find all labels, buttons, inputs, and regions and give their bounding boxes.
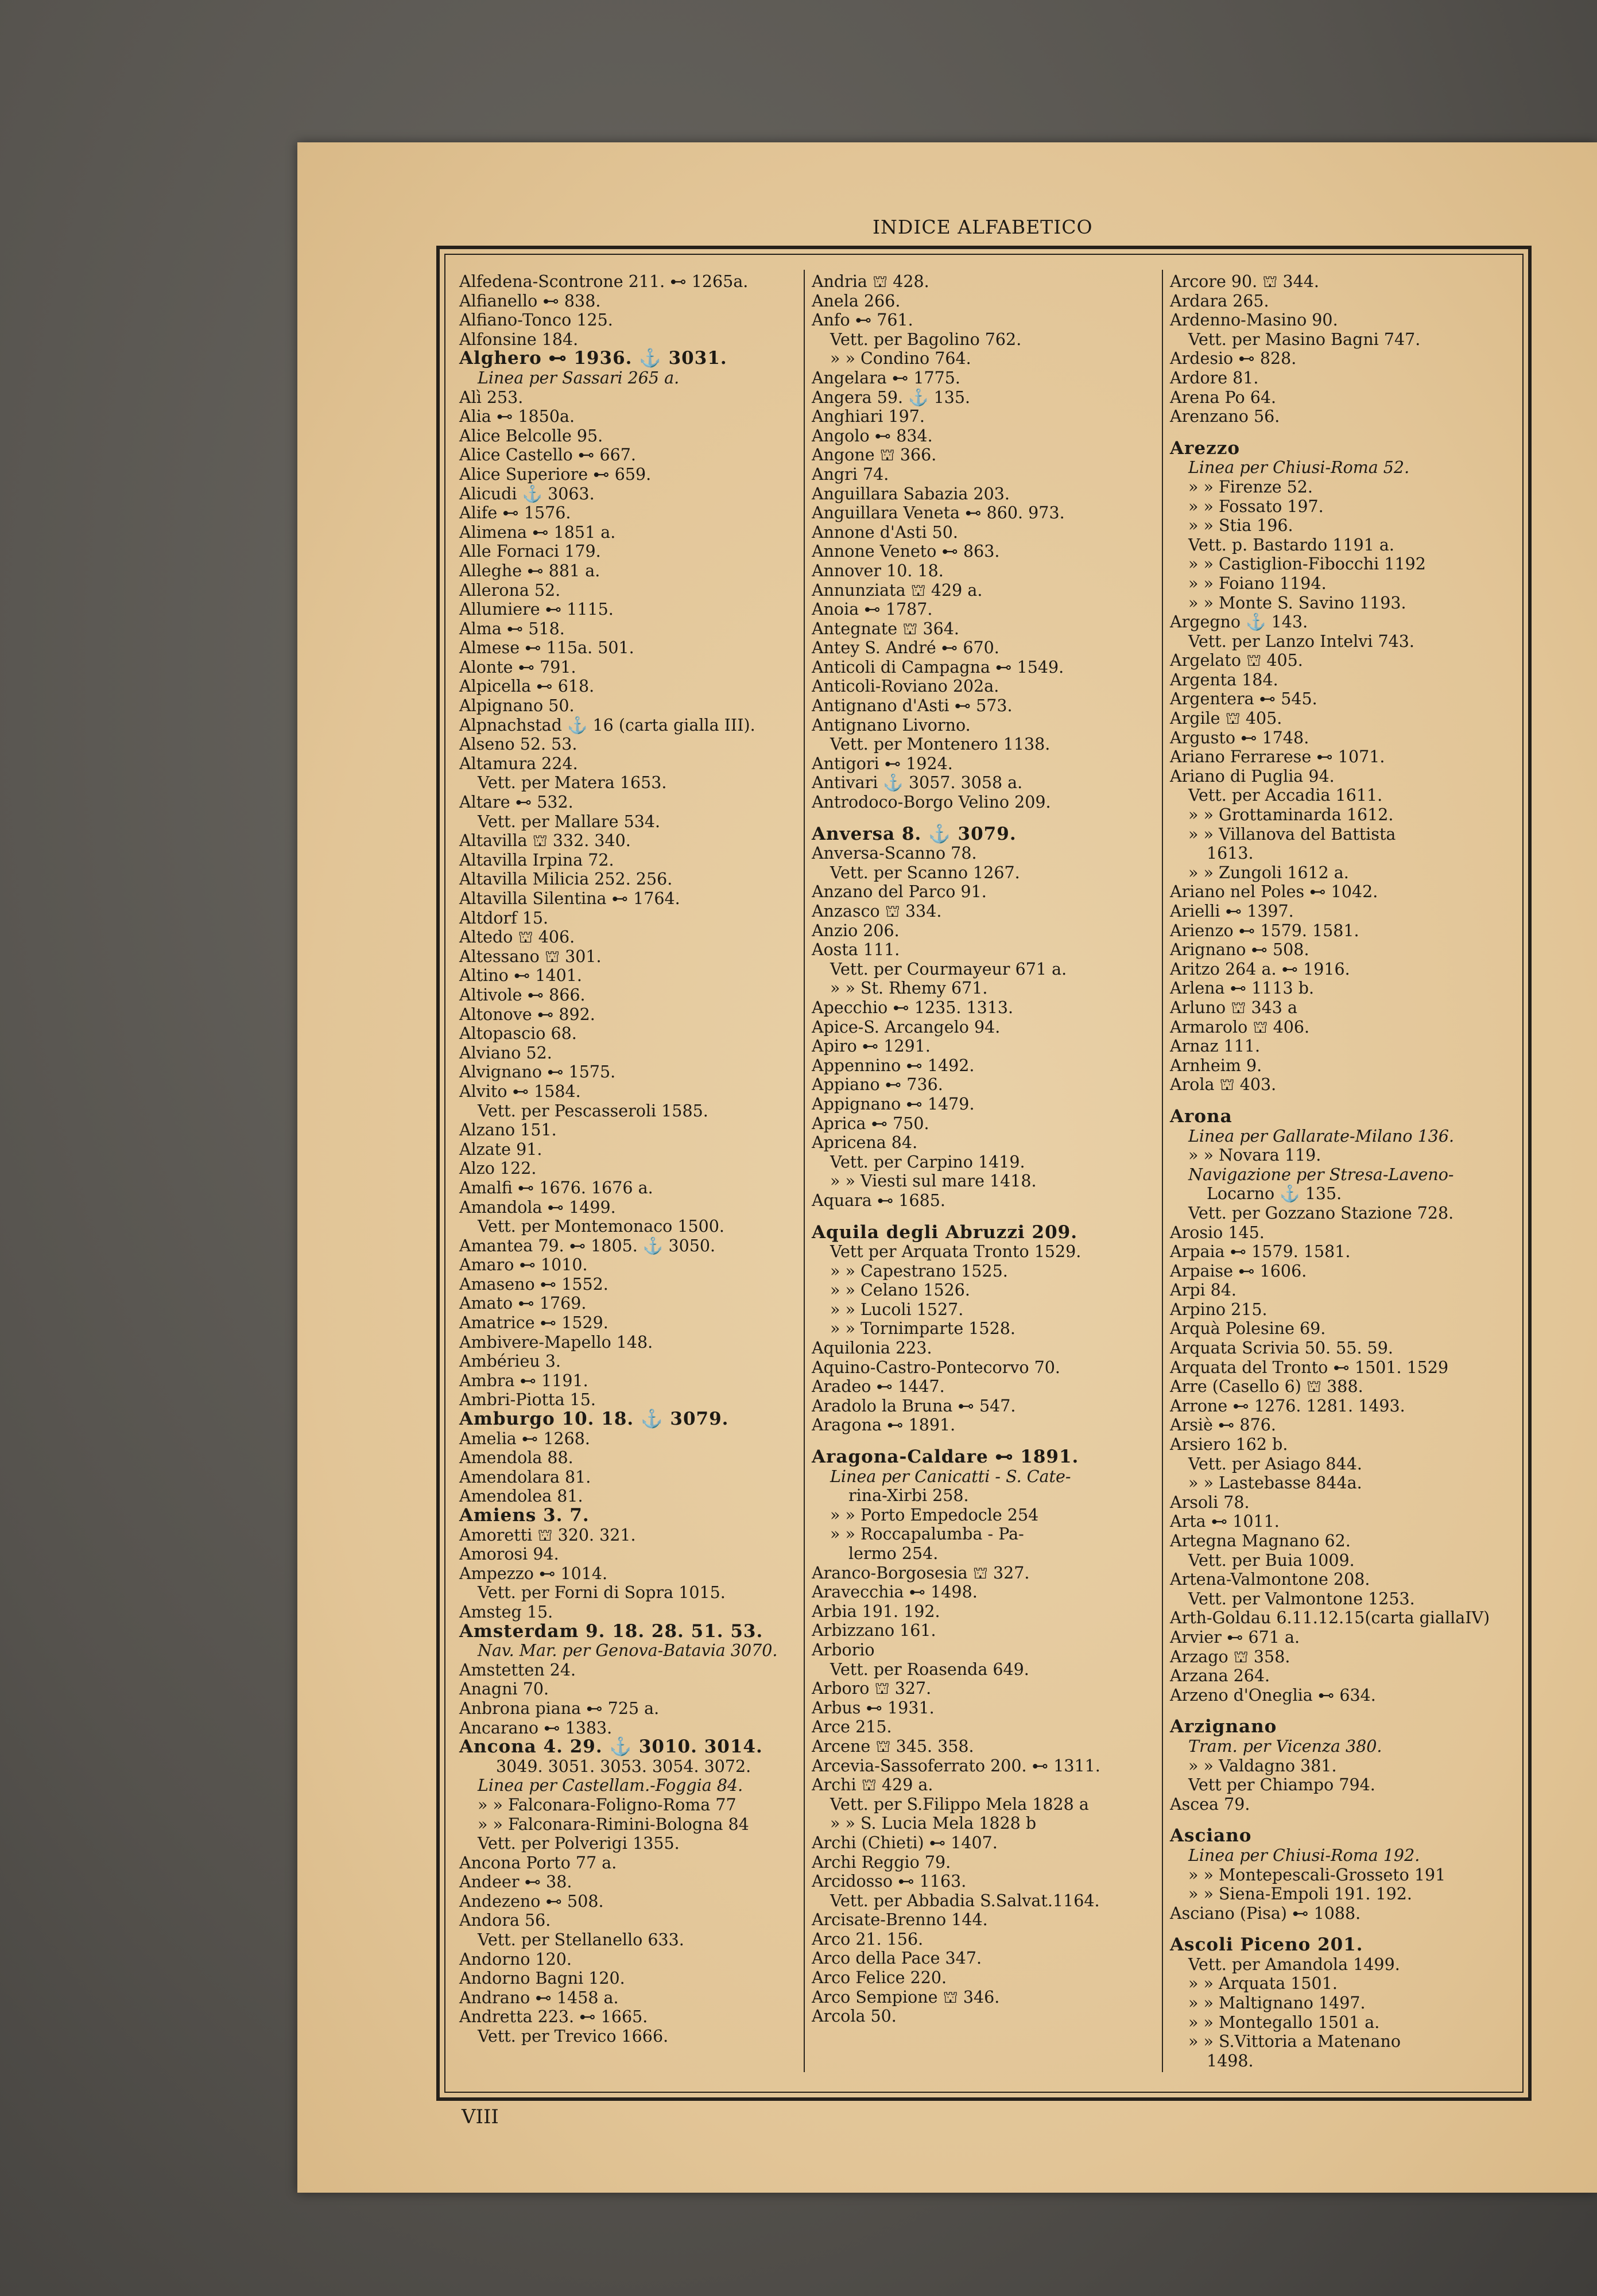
index-column-1 — [459, 272, 798, 2046]
index-entry: Apiro ⊷ 1291. — [812, 1037, 931, 1056]
index-entry: Alfedena-Scontrone 211. ⊷ 1265a. — [459, 272, 749, 291]
index-entry: » » Lucoli 1527. — [830, 1300, 964, 1319]
index-entry: Alicudi ⚓ 3063. — [459, 484, 595, 503]
index-entry: Aradeo ⊷ 1447. — [812, 1377, 945, 1397]
index-entry: Arola ⛫ 403. — [1170, 1075, 1277, 1095]
index-heading: Aquila degli Abruzzi 209. — [812, 1221, 1077, 1243]
index-entry: Arzago ⛫ 358. — [1170, 1647, 1290, 1666]
index-entry: Amandola ⊷ 1499. — [459, 1197, 616, 1217]
index-entry: Altdorf 15. — [459, 908, 549, 928]
index-entry: Altavilla Irpina 72. — [459, 850, 614, 870]
index-entry: Arco della Pace 347. — [812, 1949, 982, 1968]
index-entry: Amelia ⊷ 1268. — [459, 1429, 590, 1448]
index-entry: Argegno ⚓ 143. — [1170, 612, 1308, 632]
index-entry: Vett. per Roasenda 649. — [830, 1659, 1029, 1679]
index-entry: Anguillara Veneta ⊷ 860. 973. — [812, 503, 1065, 523]
index-entry: Apecchio ⊷ 1235. 1313. — [812, 998, 1014, 1017]
index-entry: Arquà Polesine 69. — [1170, 1319, 1326, 1339]
entry-gap — [812, 1211, 1156, 1223]
index-entry: Arpi 84. — [1170, 1281, 1236, 1300]
index-entry: Andria ⛫ 428. — [812, 272, 929, 291]
index-entry: Arsiero 162 b. — [1170, 1435, 1288, 1455]
index-entry: Locarno ⚓ 135. — [1207, 1184, 1342, 1204]
index-entry: Amato ⊷ 1769. — [459, 1294, 587, 1313]
index-entry: Vett. p. Bastardo 1191 a. — [1188, 535, 1394, 554]
index-entry: Altivole ⊷ 866. — [459, 985, 586, 1004]
index-entry: Vett. per Valmontone 1253. — [1188, 1589, 1415, 1608]
index-entry: Linea per Chiusi-Roma 192. — [1188, 1845, 1420, 1865]
index-entry: Linea per Canicatti - S. Cate- — [830, 1467, 1071, 1486]
index-entry: » » Porto Empedocle 254 — [830, 1505, 1039, 1525]
index-entry: » » Firenze 52. — [1188, 477, 1313, 497]
index-entry: Alviano 52. — [459, 1043, 552, 1062]
index-entry: rina-Xirbi 258. — [848, 1486, 969, 1506]
index-entry: Vett. per Abbadia S.Salvat.1164. — [830, 1891, 1100, 1910]
index-entry: Argenta 184. — [1170, 670, 1278, 689]
index-entry: Annunziata ⛫ 429 a. — [812, 580, 983, 600]
index-entry: » » Arquata 1501. — [1188, 1974, 1338, 1994]
index-entry: Angri 74. — [812, 464, 889, 484]
index-entry: » » Montepescali-Grosseto 191 — [1188, 1865, 1446, 1884]
index-entry: » » S. Lucia Mela 1828 b — [830, 1814, 1037, 1833]
index-entry: Archi Reggio 79. — [812, 1852, 951, 1872]
index-entry: Anzio 206. — [812, 921, 900, 940]
index-entry: Arpaise ⊷ 1606. — [1170, 1261, 1307, 1281]
index-entry: Vett per Chiampo 794. — [1188, 1775, 1375, 1795]
page-header: INDICE ALFABETICO — [873, 216, 1093, 238]
index-entry: Antignano Livorno. — [812, 715, 971, 735]
index-entry: Arzeno d'Oneglia ⊷ 634. — [1170, 1685, 1376, 1705]
index-entry: Nav. Mar. per Genova-Batavia 3070. — [478, 1641, 778, 1661]
index-heading: Amburgo 10. 18. ⚓ 3079. — [459, 1409, 729, 1430]
index-entry: Arenzano 56. — [1170, 407, 1280, 426]
index-entry: Arnheim 9. — [1170, 1056, 1262, 1075]
index-entry: » » Tornimparte 1528. — [830, 1319, 1015, 1339]
index-entry: Vett. per Amandola 1499. — [1188, 1954, 1400, 1974]
index-entry: Vett. per Masino Bagni 747. — [1188, 329, 1421, 349]
index-entry: Arce 215. — [812, 1717, 892, 1737]
index-entry: Altamura 224. — [459, 754, 578, 773]
index-entry: Andeer ⊷ 38. — [459, 1872, 572, 1892]
index-entry: Anticoli-Roviano 202a. — [812, 677, 999, 696]
index-entry: Arosio 145. — [1170, 1223, 1265, 1242]
index-entry: Arquata del Tronto ⊷ 1501. 1529 — [1170, 1358, 1449, 1377]
index-entry: Alife ⊷ 1576. — [459, 503, 571, 523]
index-entry: Vett. per Buia 1009. — [1188, 1550, 1355, 1570]
index-entry: Arco 21. 156. — [812, 1929, 924, 1949]
index-entry: Amsteg 15. — [459, 1602, 553, 1622]
index-entry: Ancarano ⊷ 1383. — [459, 1718, 613, 1737]
index-entry: Vett. per Scanno 1267. — [830, 863, 1020, 882]
index-entry: Aquino-Castro-Pontecorvo 70. — [812, 1358, 1060, 1377]
index-entry: Arcisate-Brenno 144. — [812, 1910, 988, 1930]
index-entry: Ascea 79. — [1170, 1794, 1250, 1814]
index-entry: Angone ⛫ 366. — [812, 445, 937, 465]
index-entry: Arpaia ⊷ 1579. 1581. — [1170, 1242, 1351, 1262]
entry-gap — [1170, 1814, 1514, 1826]
index-entry: Vett. per Carpino 1419. — [830, 1152, 1025, 1172]
index-entry: Alimena ⊷ 1851 a. — [459, 522, 616, 542]
index-heading: Anversa 8. ⚓ 3079. — [812, 823, 1017, 844]
index-entry: Arco Felice 220. — [812, 1968, 947, 1988]
index-entry: Archi (Chieti) ⊷ 1407. — [812, 1833, 998, 1852]
index-entry: Arbus ⊷ 1931. — [812, 1698, 935, 1717]
index-entry: Amendola 88. — [459, 1448, 573, 1468]
index-entry: Ambri-Piotta 15. — [459, 1390, 596, 1410]
index-entry: » » Grottaminarda 1612. — [1188, 805, 1394, 825]
index-entry: Vett. per Montemonaco 1500. — [478, 1217, 724, 1236]
index-entry: Andorno 120. — [459, 1949, 572, 1969]
index-entry: 3049. 3051. 3053. 3054. 3072. — [496, 1756, 751, 1776]
index-entry: Argelato ⛫ 405. — [1170, 651, 1303, 670]
index-entry: Apice-S. Arcangelo 94. — [812, 1017, 1001, 1037]
index-entry: Aradolo la Bruna ⊷ 547. — [812, 1396, 1016, 1415]
index-entry: Alpicella ⊷ 618. — [459, 677, 595, 696]
index-entry: » » Lastebasse 844a. — [1188, 1473, 1362, 1493]
index-entry: Arrone ⊷ 1276. 1281. 1493. — [1170, 1396, 1405, 1415]
index-entry: Aritzo 264 a. ⊷ 1916. — [1170, 959, 1350, 979]
index-entry: Anticoli di Campagna ⊷ 1549. — [812, 657, 1064, 677]
index-entry: Arcevia-Sassoferrato 200. ⊷ 1311. — [812, 1756, 1100, 1775]
index-entry: Andorno Bagni 120. — [459, 1969, 625, 1988]
index-entry: Archi ⛫ 429 a. — [812, 1775, 933, 1795]
index-entry: Vett. per Matera 1653. — [478, 773, 667, 793]
index-entry: Amendolara 81. — [459, 1467, 591, 1487]
index-entry: Amatrice ⊷ 1529. — [459, 1313, 608, 1333]
index-entry: » » Foiano 1194. — [1188, 573, 1327, 593]
index-entry: Vett. per S.Filippo Mela 1828 a — [830, 1794, 1089, 1814]
index-entry: Alma ⊷ 518. — [459, 619, 565, 638]
index-entry: Alleghe ⊷ 881 a. — [459, 561, 600, 580]
index-heading: Asciano — [1170, 1825, 1252, 1847]
index-entry: Angelara ⊷ 1775. — [812, 368, 960, 387]
index-entry: Arcore 90. ⛫ 344. — [1170, 272, 1319, 291]
index-entry: Alice Superiore ⊷ 659. — [459, 464, 652, 484]
index-entry: Amstetten 24. — [459, 1660, 576, 1680]
index-entry: Altedo ⛫ 406. — [459, 928, 575, 947]
index-entry: Argentera ⊷ 545. — [1170, 689, 1317, 709]
index-entry: Vett. per Lanzo Intelvi 743. — [1188, 631, 1414, 651]
index-entry: Alice Belcolle 95. — [459, 426, 603, 445]
index-entry: Arsoli 78. — [1170, 1492, 1250, 1512]
index-entry: » » Viesti sul mare 1418. — [830, 1172, 1037, 1191]
index-entry: Amaseno ⊷ 1552. — [459, 1274, 608, 1294]
index-entry: Vett. per Stellanello 633. — [478, 1930, 684, 1950]
index-entry: Anbrona piana ⊷ 725 a. — [459, 1698, 660, 1718]
index-heading: Arezzo — [1170, 437, 1240, 459]
index-entry: Ariano Ferrarese ⊷ 1071. — [1170, 747, 1385, 767]
index-entry: Ardenno-Masino 90. — [1170, 311, 1338, 330]
index-entry: Altino ⊷ 1401. — [459, 966, 582, 986]
index-entry: Allumiere ⊷ 1115. — [459, 600, 614, 619]
index-entry: Appennino ⊷ 1492. — [812, 1056, 975, 1075]
index-entry: Arlena ⊷ 1113 b. — [1170, 979, 1315, 998]
index-entry: Allerona 52. — [459, 580, 561, 600]
index-entry: Tram. per Vicenza 380. — [1188, 1736, 1382, 1756]
index-entry: Alzo 122. — [459, 1159, 537, 1178]
index-entry: Ampezzo ⊷ 1014. — [459, 1564, 608, 1583]
index-entry: Aosta 111. — [812, 940, 900, 960]
index-entry: Anela 266. — [812, 291, 901, 311]
index-entry: » » Stia 196. — [1188, 516, 1293, 536]
index-entry: Alvignano ⊷ 1575. — [459, 1062, 616, 1082]
index-heading: Amsterdam 9. 18. 28. 51. 53. — [459, 1620, 763, 1642]
index-entry: Antignano d'Asti ⊷ 573. — [812, 696, 1013, 716]
index-entry: » » Montegallo 1501 a. — [1188, 2012, 1380, 2032]
index-entry: Anzano del Parco 91. — [812, 882, 987, 902]
index-entry: Vett per Arquata Tronto 1529. — [830, 1242, 1082, 1262]
index-entry: Vett. per Forni di Sopra 1015. — [478, 1583, 726, 1603]
index-entry: Arcene ⛫ 345. 358. — [812, 1736, 974, 1756]
index-entry: » » Valdagno 381. — [1188, 1756, 1337, 1775]
index-entry: Alzate 91. — [459, 1139, 542, 1159]
index-entry: Amorosi 94. — [459, 1545, 559, 1564]
index-entry: Alvito ⊷ 1584. — [459, 1081, 581, 1101]
index-entry: Ardesio ⊷ 828. — [1170, 349, 1297, 369]
index-entry: Arvier ⊷ 671 a. — [1170, 1627, 1300, 1647]
index-entry: Appignano ⊷ 1479. — [812, 1094, 975, 1114]
index-entry: Altonove ⊷ 892. — [459, 1004, 595, 1024]
index-entry: Vett. per Mallare 534. — [478, 812, 661, 831]
index-entry: Arcidosso ⊷ 1163. — [812, 1872, 967, 1891]
column-divider — [1162, 270, 1163, 2072]
index-entry: Angera 59. ⚓ 135. — [812, 387, 971, 407]
page-number: VIII — [462, 2105, 499, 2128]
index-entry: Ariano di Puglia 94. — [1170, 766, 1335, 786]
index-entry: Aragona ⊷ 1891. — [812, 1415, 956, 1435]
index-entry: Linea per Gallarate-Milano 136. — [1188, 1126, 1455, 1146]
index-entry: Alia ⊷ 1850a. — [459, 407, 575, 426]
index-entry: Antrodoco-Borgo Velino 209. — [812, 793, 1051, 812]
index-entry: Arignano ⊷ 508. — [1170, 940, 1309, 960]
index-entry: Alfonsine 184. — [459, 329, 579, 349]
index-heading: Alghero ⊷ 1936. ⚓ 3031. — [459, 348, 727, 369]
index-entry: Arcola 50. — [812, 2007, 897, 2026]
index-entry: Antegnate ⛫ 364. — [812, 619, 959, 638]
index-entry: Amaro ⊷ 1010. — [459, 1255, 588, 1275]
index-entry: Andora 56. — [459, 1911, 551, 1930]
index-column-2 — [812, 272, 1156, 2026]
index-entry: Arena Po 64. — [1170, 387, 1277, 407]
index-entry: Ardore 81. — [1170, 368, 1259, 387]
index-entry: Ardara 265. — [1170, 291, 1269, 311]
index-entry: Vett. per Polverigi 1355. — [478, 1834, 680, 1853]
index-entry: Amantea 79. ⊷ 1805. ⚓ 3050. — [459, 1236, 716, 1255]
index-entry: Ancona Porto 77 a. — [459, 1853, 617, 1872]
index-entry: Vett. per Courmayeur 671 a. — [830, 959, 1067, 979]
index-entry: lermo 254. — [848, 1544, 939, 1563]
index-entry: Arluno ⛫ 343 a — [1170, 998, 1297, 1017]
index-entry: Anoia ⊷ 1787. — [812, 600, 933, 619]
index-heading: Aragona-Caldare ⊷ 1891. — [812, 1446, 1079, 1468]
index-entry: Ariano nel Poles ⊷ 1042. — [1170, 882, 1378, 902]
index-entry: Navigazione per Stresa-Laveno- — [1188, 1165, 1454, 1184]
index-entry: Aranco-Borgosesia ⛫ 327. — [812, 1563, 1030, 1583]
index-heading: Ancona 4. 29. ⚓ 3010. 3014. — [459, 1736, 763, 1758]
entry-gap — [812, 812, 1156, 825]
index-entry: Arquata Scrivia 50. 55. 59. — [1170, 1339, 1393, 1358]
index-entry: » » Maltignano 1497. — [1188, 1994, 1366, 2013]
entry-gap — [1170, 426, 1514, 439]
entry-gap — [812, 1435, 1156, 1448]
index-entry: Linea per Castellam.-Foggia 84. — [478, 1776, 743, 1795]
index-entry: » » Villanova del Battista — [1188, 824, 1396, 844]
entry-gap — [1170, 1705, 1514, 1717]
index-entry: » » Novara 119. — [1188, 1146, 1321, 1165]
index-entry: Arboro ⛫ 327. — [812, 1679, 932, 1698]
index-entry: Amoretti ⛫ 320. 321. — [459, 1525, 636, 1545]
index-entry: Vett. per Asiago 844. — [1188, 1454, 1362, 1473]
index-entry: » » Monte S. Savino 1193. — [1188, 593, 1406, 612]
index-entry: Anfo ⊷ 761. — [812, 311, 913, 330]
index-heading: Amiens 3. 7. — [459, 1505, 590, 1526]
index-entry: » » Capestrano 1525. — [830, 1261, 1008, 1281]
index-entry: Arsiè ⊷ 876. — [1170, 1415, 1276, 1435]
index-entry: Arielli ⊷ 1397. — [1170, 902, 1294, 921]
index-entry: Altavilla ⛫ 332. 340. — [459, 831, 631, 851]
index-entry: Vett. per Bagolino 762. — [830, 329, 1022, 349]
index-entry: Altessano ⛫ 301. — [459, 947, 602, 966]
index-entry: Apricena 84. — [812, 1133, 918, 1153]
entry-gap — [1170, 1923, 1514, 1936]
index-entry: Asciano (Pisa) ⊷ 1088. — [1170, 1903, 1361, 1923]
index-entry: Anghiari 197. — [812, 407, 925, 426]
index-entry: Armarolo ⛫ 406. — [1170, 1017, 1310, 1037]
index-entry: Alpignano 50. — [459, 696, 575, 716]
index-entry: Aquilonia 223. — [812, 1339, 932, 1358]
index-entry: » » St. Rhemy 671. — [830, 979, 988, 998]
index-entry: Arbizzano 161. — [812, 1621, 936, 1640]
index-entry: Alfianello ⊷ 838. — [459, 291, 601, 311]
index-entry: Ambivere-Mapello 148. — [459, 1332, 653, 1352]
index-entry: Arth-Goldau 6.11.12.15(carta giallaIV) — [1170, 1608, 1490, 1628]
index-heading: Arzignano — [1170, 1716, 1277, 1737]
index-entry: Alzano 151. — [459, 1120, 557, 1140]
index-entry: Altavilla Silentina ⊷ 1764. — [459, 889, 680, 908]
index-entry: Amendolea 81. — [459, 1487, 583, 1506]
index-entry: » » Falconara-Rimini-Bologna 84 — [478, 1814, 749, 1834]
index-entry: Vett. per Accadia 1611. — [1188, 786, 1383, 805]
index-entry: Alle Fornaci 179. — [459, 542, 601, 561]
index-entry: Ambra ⊷ 1191. — [459, 1371, 588, 1390]
index-entry: » » Castiglion-Fibocchi 1192 — [1188, 554, 1426, 574]
index-entry: Arta ⊷ 1011. — [1170, 1512, 1280, 1531]
index-entry: Angolo ⊷ 834. — [812, 426, 933, 445]
index-entry: Amalfi ⊷ 1676. 1676 a. — [459, 1178, 653, 1197]
index-entry: Antivari ⚓ 3057. 3058 a. — [812, 773, 1023, 793]
index-heading: Arona — [1170, 1106, 1232, 1127]
index-entry: » » Siena-Empoli 191. 192. — [1188, 1884, 1412, 1904]
index-entry: Altare ⊷ 532. — [459, 793, 573, 812]
index-column-3 — [1170, 272, 1514, 2070]
index-entry: Appiano ⊷ 736. — [812, 1075, 943, 1095]
index-entry: » » Roccapalumba - Pa- — [830, 1525, 1024, 1544]
index-entry: Arnaz 111. — [1170, 1037, 1261, 1056]
index-entry: Almese ⊷ 115a. 501. — [459, 638, 634, 658]
index-entry: Alpnachstad ⚓ 16 (carta gialla III). — [459, 715, 755, 735]
index-entry: Annone Veneto ⊷ 863. — [812, 542, 1000, 561]
index-entry: Andretta 223. ⊷ 1665. — [459, 2007, 648, 2027]
index-entry: Vett. per Gozzano Stazione 728. — [1188, 1203, 1454, 1223]
index-entry: » » Condino 764. — [830, 349, 971, 369]
index-entry: Andrano ⊷ 1458 a. — [459, 1988, 619, 2007]
index-entry: Anagni 70. — [459, 1680, 549, 1699]
index-entry: Aquara ⊷ 1685. — [812, 1190, 945, 1210]
index-entry: Arzana 264. — [1170, 1666, 1270, 1686]
index-entry: Arienzo ⊷ 1579. 1581. — [1170, 921, 1359, 940]
index-entry: Alì 253. — [459, 387, 524, 407]
index-entry: Antey S. André ⊷ 670. — [812, 638, 999, 658]
index-entry: Vett. per Trevico 1666. — [478, 2027, 669, 2046]
index-entry: Artegna Magnano 62. — [1170, 1531, 1351, 1550]
index-entry: Aprica ⊷ 750. — [812, 1114, 929, 1133]
index-entry: Aravecchia ⊷ 1498. — [812, 1583, 978, 1602]
index-entry: Altavilla Milicia 252. 256. — [459, 870, 673, 889]
index-entry: Antigori ⊷ 1924. — [812, 754, 953, 773]
index-entry: 1613. — [1207, 844, 1254, 863]
index-entry: Alice Castello ⊷ 667. — [459, 445, 636, 465]
index-entry: » » Falconara-Foligno-Roma 77 — [478, 1795, 737, 1814]
index-entry: Vett. per Montenero 1138. — [830, 735, 1051, 754]
index-entry: Ambérieu 3. — [459, 1352, 561, 1371]
index-entry: Arbia 191. 192. — [812, 1601, 940, 1621]
index-entry: Anguillara Sabazia 203. — [812, 484, 1010, 503]
index-entry: Arre (Casello 6) ⛫ 388. — [1170, 1377, 1363, 1397]
index-entry: Arpino 215. — [1170, 1300, 1267, 1319]
index-entry: Altopascio 68. — [459, 1024, 577, 1044]
index-entry: Linea per Sassari 265 a. — [478, 368, 680, 387]
index-entry: Argusto ⊷ 1748. — [1170, 728, 1309, 747]
index-entry: » » Zungoli 1612 a. — [1188, 863, 1349, 882]
index-entry: Argile ⛫ 405. — [1170, 709, 1282, 728]
index-entry: Linea per Chiusi-Roma 52. — [1188, 458, 1410, 478]
column-divider — [804, 270, 805, 2072]
index-entry: Vett. per Pescasseroli 1585. — [478, 1101, 708, 1120]
index-entry: » » Celano 1526. — [830, 1281, 970, 1300]
index-entry: Andezeno ⊷ 508. — [459, 1891, 604, 1911]
entry-gap — [1170, 1095, 1514, 1107]
index-entry: Alfiano-Tonco 125. — [459, 311, 613, 330]
index-entry: 1498. — [1207, 2051, 1254, 2070]
index-entry: Anzasco ⛫ 334. — [812, 902, 942, 921]
index-entry: Alseno 52. 53. — [459, 735, 577, 754]
index-entry: Arborio — [812, 1640, 875, 1659]
index-heading: Ascoli Piceno 201. — [1170, 1934, 1363, 1956]
index-entry: » » S.Vittoria a Matenano — [1188, 2032, 1401, 2051]
index-entry: Annone d'Asti 50. — [812, 522, 958, 542]
index-entry: Artena-Valmontone 208. — [1170, 1570, 1370, 1589]
index-entry: » » Fossato 197. — [1188, 497, 1324, 516]
index-entry: Alonte ⊷ 791. — [459, 657, 576, 677]
index-entry: Anversa-Scanno 78. — [812, 844, 977, 863]
index-entry: Arco Sempione ⛫ 346. — [812, 1987, 1000, 2007]
index-entry: Annover 10. 18. — [812, 561, 944, 580]
